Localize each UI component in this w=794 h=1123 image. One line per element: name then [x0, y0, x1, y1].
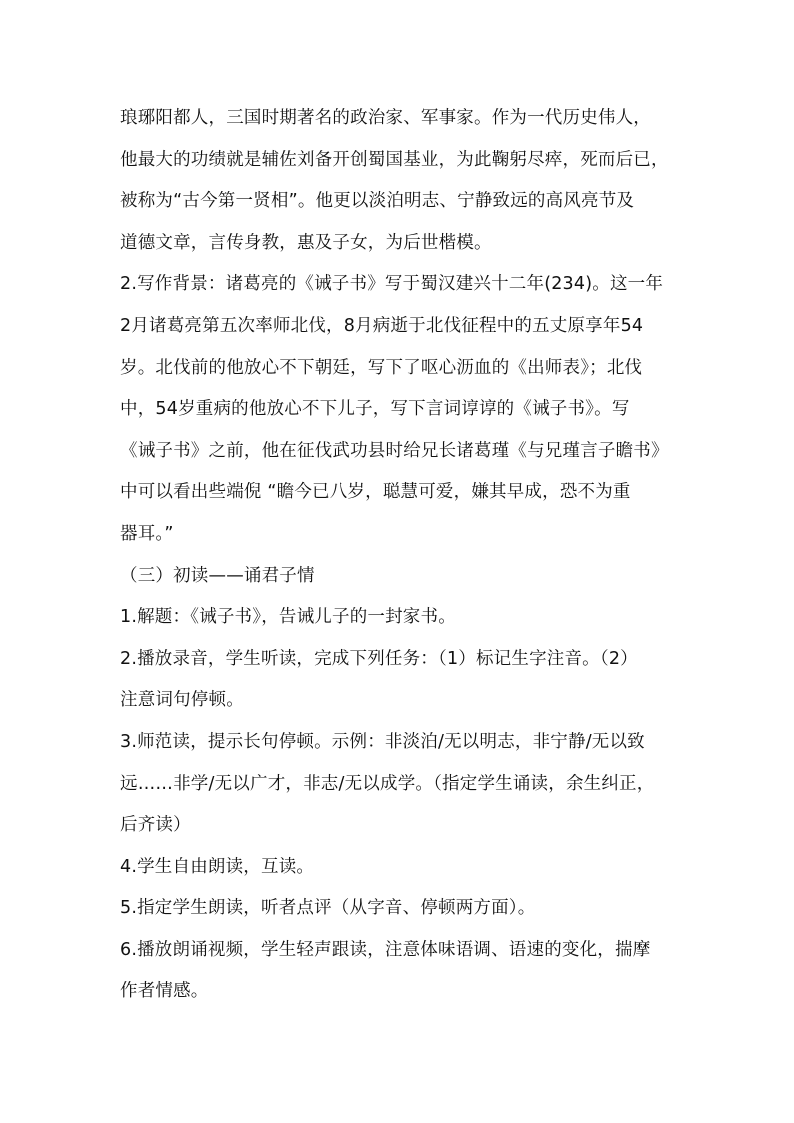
text-line: 被称为“古今第一贤相”。他更以淡泊明志、宁静致远的高风亮节及: [120, 191, 635, 212]
text-line: 《诫子书》之前，他在征伐武功县时给兄长诸葛瑾《与兄瑾言子瞻书》: [120, 440, 669, 461]
text-line: 4.学生自由朗读，互读。: [120, 856, 315, 877]
text-line: 中可以看出些端倪 “瞻今已八岁，聪慧可爱，嫌其早成，恐不为重: [120, 482, 631, 503]
text-line: 注意词句停顿。: [120, 690, 244, 711]
document-body: [120, 98, 680, 1013]
section-heading: （三）初读——诵君子情: [120, 565, 315, 586]
text-line: 5.指定学生朗读，听者点评（从字音、停顿两方面）。: [120, 898, 536, 919]
text-line: 他最大的功绩就是辅佐刘备开创蜀国基业，为此鞠躬尽瘁，死而后已，: [120, 149, 669, 170]
text-line: 中，54岁重病的他放心不下儿子，写下言词谆谆的《诫子书》。写: [120, 399, 630, 420]
text-line: 1.解题：《诫子书》，告诫儿子的一封家书。: [120, 607, 456, 628]
text-line: 2月诸葛亮第五次率师北伐，8月病逝于北伐征程中的五丈原享年54: [120, 315, 644, 336]
text-line: 2.写作背景：诸葛亮的《诫子书》写于蜀汉建兴十二年(234)。这一年: [120, 274, 664, 295]
text-line: 作者情感。: [120, 981, 209, 1002]
text-line: 琅琊阳都人，三国时期著名的政治家、军事家。作为一代历史伟人，: [120, 108, 651, 128]
text-line: 6.播放朗诵视频，学生轻声跟读，注意体味语调、语速的变化，揣摩: [120, 939, 651, 960]
text-line: 后齐读）: [120, 815, 191, 836]
text-line: 2.播放录音，学生听读，完成下列任务：（1）标记生字注音。（2）: [120, 648, 638, 669]
text-line: 器耳。”: [120, 523, 174, 544]
text-line: 远……非学/无以广才，非志/无以成学。（指定学生诵读，余生纠正，: [120, 773, 655, 794]
text-line: 3.师范读，提示长句停顿。示例：非淡泊/无以明志，非宁静/无以致: [120, 731, 645, 752]
text-line: 岁。北伐前的他放心不下朝廷，写下了呕心沥血的《出师表》；北伐: [120, 357, 643, 378]
text-line: 道德文章，言传身教，惠及子女，为后世楷模。: [120, 232, 492, 253]
